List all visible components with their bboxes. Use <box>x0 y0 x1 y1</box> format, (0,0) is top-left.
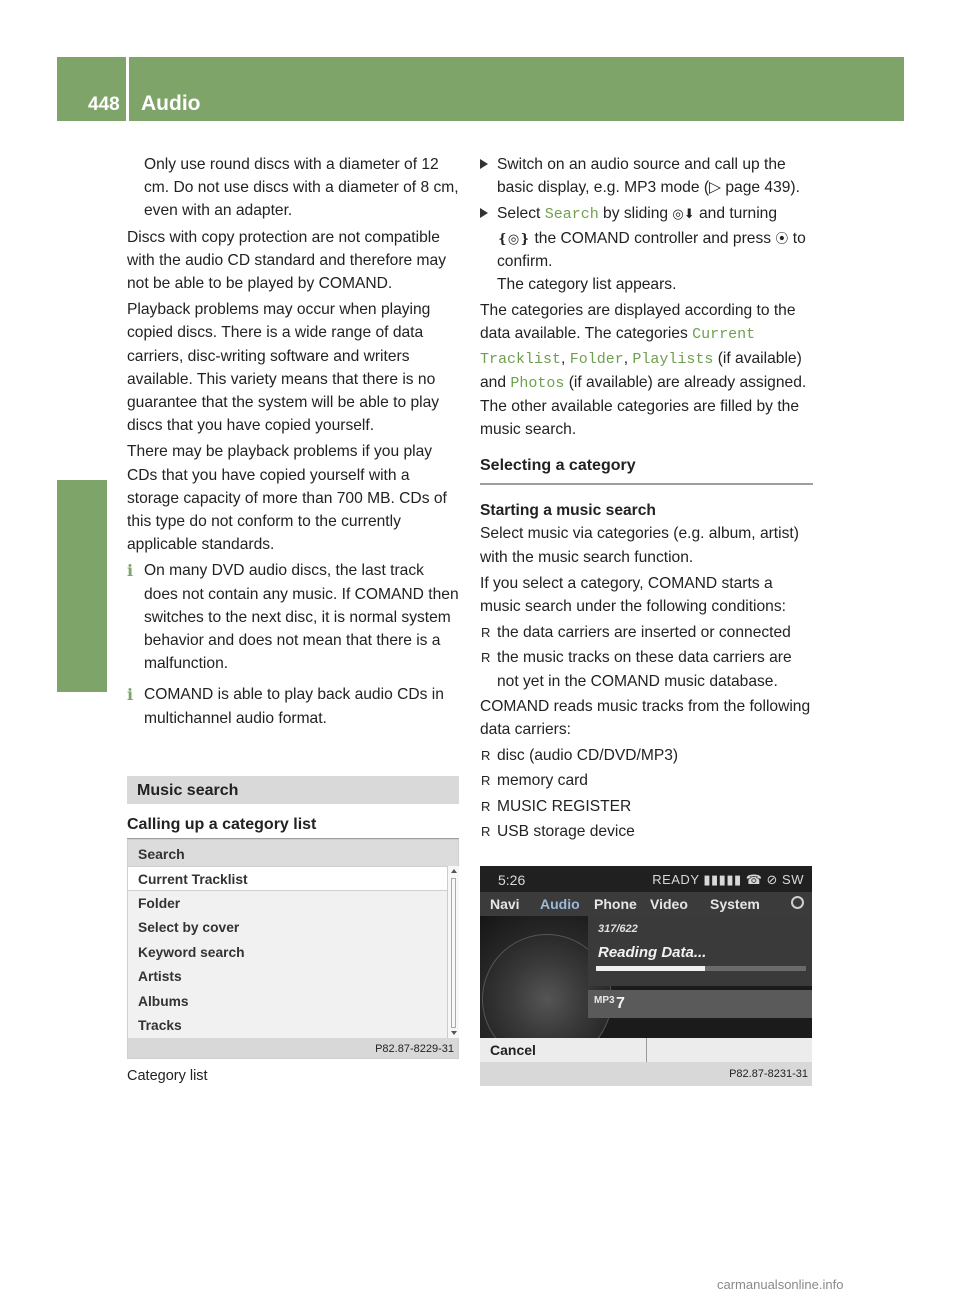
paragraph: Discs with copy protection are not compatible with the audio CD standard and therefore may not be able to be played by COMAND. <box>127 228 446 293</box>
globe-icon[interactable] <box>791 896 804 909</box>
info-icon: i <box>127 685 134 705</box>
list-item-text: the data carriers are inserted or connected <box>497 624 791 642</box>
controller-turn-icon: ❴◎❵ <box>497 230 531 246</box>
category-list-screenshot <box>127 839 459 1059</box>
category-item-tracks[interactable]: Tracks <box>138 1018 182 1033</box>
image-code: P82.87-8231-31 <box>729 1068 808 1080</box>
status-bar <box>480 866 812 892</box>
category-item-current-tracklist[interactable]: Current Tracklist <box>128 866 447 891</box>
list-item-text: MUSIC REGISTER <box>497 797 632 815</box>
category-item-albums[interactable]: Albums <box>138 993 189 1009</box>
list-item <box>480 795 813 818</box>
menu-item-audio[interactable]: Audio <box>540 896 580 912</box>
step-text: to confirm. <box>497 229 806 270</box>
menu-item-phone[interactable]: Phone <box>594 896 637 912</box>
category-item-artists[interactable]: Artists <box>138 969 182 984</box>
menu-item-video[interactable]: Video <box>650 896 688 912</box>
clock: 5:26 <box>498 872 526 888</box>
step-text: Select <box>497 205 545 223</box>
calling-up-heading: Calling up a category list <box>127 814 459 840</box>
category-item-folder[interactable]: Folder <box>138 895 181 911</box>
track-number: 7 <box>616 995 625 1012</box>
step-text: by sliding <box>598 205 673 223</box>
category-item-keyword-search[interactable]: Keyword search <box>138 944 245 960</box>
list-item <box>480 769 813 792</box>
info-icon: i <box>127 561 134 581</box>
controller-slide-icon: ◎⬇ <box>672 206 695 222</box>
note-text: COMAND is able to play back audio CDs in multichannel audio format. <box>144 686 444 727</box>
category-item-select-by-cover[interactable]: Select by cover <box>138 920 240 935</box>
paragraph: Only use round discs with a diameter of 12 cm. Do not use discs with a diameter of 8 cm, even with an adapter. <box>144 156 459 220</box>
progress-bar-fill <box>596 966 705 971</box>
scroll-down-arrow-icon[interactable] <box>451 1031 457 1035</box>
right-column <box>480 153 813 845</box>
main-menu-bar <box>480 892 812 916</box>
left-column <box>127 153 459 840</box>
step-result: The category list appears. <box>497 276 677 294</box>
text: (if available) and <box>480 349 802 391</box>
menu-item-navi[interactable]: Navi <box>490 896 520 912</box>
starting-music-search-heading: Starting a music search <box>480 502 656 520</box>
image-code: P82.87-8229-31 <box>375 1043 454 1055</box>
header-divider <box>126 57 129 121</box>
info-note <box>127 683 459 729</box>
current-track-row[interactable] <box>588 990 812 1018</box>
section-title: Audio <box>141 92 201 115</box>
list-item-text: disc (audio CD/DVD/MP3) <box>497 747 679 765</box>
bullet-icon: R <box>481 625 491 641</box>
step-text: and turning <box>694 205 778 223</box>
comand-screen-screenshot <box>480 866 812 1086</box>
menu-term-playlists: Playlists <box>632 350 714 368</box>
track-counter: 317/622 <box>598 923 638 935</box>
track-info-panel <box>588 916 812 986</box>
category-list-title: Search <box>128 840 458 866</box>
menu-item-system[interactable]: System <box>710 896 760 912</box>
progress-bar <box>596 966 806 971</box>
menu-term-current-tracklist: Current Tracklist <box>480 326 756 368</box>
list-item <box>480 621 813 644</box>
page-number: 448 <box>88 94 120 115</box>
bullet-icon: R <box>481 748 491 764</box>
text: The categories are displayed according to the data available. The categories <box>480 302 796 343</box>
cancel-button[interactable]: Cancel <box>480 1038 647 1062</box>
image-code-bar <box>480 1062 812 1086</box>
step-text: the COMAND controller and press <box>530 229 776 247</box>
scrollbar[interactable] <box>447 866 459 1038</box>
menu-term-folder: Folder <box>569 350 624 368</box>
bullet-icon: R <box>481 823 491 839</box>
music-search-heading: Music search <box>127 776 459 804</box>
menu-term-photos: Photos <box>510 374 565 392</box>
text: , <box>623 349 633 367</box>
watermark: carmanualsonline.info <box>717 1277 844 1292</box>
bottom-bar <box>480 1038 812 1062</box>
bullet-icon: R <box>481 650 491 666</box>
status-indicators: READY ▮▮▮▮▮ ☎ ⊘ SW <box>652 872 804 887</box>
instruction-step <box>480 153 813 199</box>
paragraph: Select music via categories (e.g. album, artist) with the music search function. <box>480 525 799 566</box>
step-arrow-icon <box>480 159 488 169</box>
mp3-folder-icon: MP3 <box>594 995 615 1006</box>
controller-press-icon: ⦿ <box>775 230 789 246</box>
list-item-text: memory card <box>497 772 588 790</box>
text: , <box>561 349 570 367</box>
note-text: On many DVD audio discs, the last track does not contain any music. If COMAND then switches to the next disc, it is normal system behavior and does not mean that there is a malfunction. <box>144 562 459 673</box>
reading-data-status: Reading Data... <box>598 944 707 961</box>
image-code-bar <box>128 1038 458 1058</box>
list-item <box>480 646 813 692</box>
paragraph <box>480 299 813 441</box>
paragraph: If you select a category, COMAND starts a music search under the following conditions: <box>480 574 786 616</box>
menu-term-search: Search <box>544 206 599 224</box>
paragraph: There may be playback problems if you play CDs that you have copied yourself with a storage capacity of more than 700 MB. CDs of this type do not conform to the currently applicable standards. <box>127 443 447 554</box>
selecting-category-heading: Selecting a category <box>480 455 813 485</box>
bullet-icon: R <box>481 773 491 789</box>
scroll-up-arrow-icon[interactable] <box>451 869 457 873</box>
list-item-text: the music tracks on these data carriers are not yet in the COMAND music database. <box>497 649 792 690</box>
list-item <box>480 820 813 843</box>
cover-art-area <box>480 916 600 1038</box>
info-note <box>127 559 459 675</box>
step-text: Switch on an audio source and call up the basic display, e.g. MP3 mode (▷ page 439). <box>497 156 800 197</box>
list-item <box>480 744 813 767</box>
figure-caption: Category list <box>127 1068 208 1084</box>
text: (if available) are already assigned. The other available categories are filled by the music search. <box>480 373 807 439</box>
side-tab-label: COMAND <box>66 536 93 640</box>
list-item-text: USB storage device <box>497 822 635 840</box>
paragraph: COMAND reads music tracks from the following data carriers: <box>480 697 811 739</box>
category-list <box>128 866 447 1038</box>
paragraph: Playback problems may occur when playing copied discs. There is a wide range of data carriers, disc-writing software and writers available. This variety means that there is no guarantee that the system will be able to play discs that you have copied yourself. <box>127 301 440 435</box>
bullet-icon: R <box>481 798 491 814</box>
scrollbar-thumb[interactable] <box>451 878 456 1028</box>
step-arrow-icon <box>480 208 488 218</box>
instruction-step <box>480 202 813 296</box>
